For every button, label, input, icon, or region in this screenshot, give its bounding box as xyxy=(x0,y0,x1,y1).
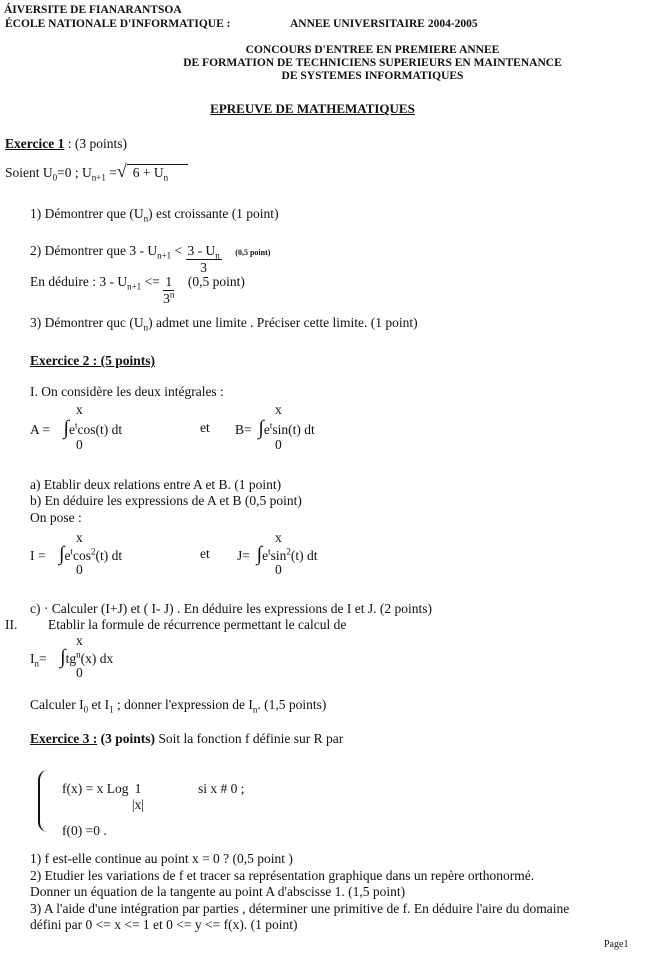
ex2-question-a: a) Etablir deux relations entre A et B. (1 point) xyxy=(30,477,282,492)
integral-lower-bound: 0 xyxy=(275,562,282,577)
integral-A: A = $\int e^t\cos(t)$ dt xyxy=(30,417,123,439)
integral-lower-bound: 0 xyxy=(76,665,83,680)
fraction: 1 |x| xyxy=(131,781,145,812)
sqrt-radicand: $6 + U_n$ xyxy=(127,164,188,180)
ex3-question-1: 1) f est-elle continue au point x = 0 ? (0,5 point ) xyxy=(30,851,293,866)
exercise-1-points: : (3 points) xyxy=(64,136,127,151)
integral-upper-bound: x xyxy=(275,530,282,545)
def-text: Soient U xyxy=(5,165,53,180)
ex1-deduction: En déduire : $3 - U_{n+1}$ <= $\frac{1}{3^n}$ (0,5 point) xyxy=(30,274,245,306)
ex3-question-3b: défini par 0 <= x <= 1 et 0 <= y <= f(x). (1 point) xyxy=(30,917,298,932)
ex1-question-2: 2) Démontrer que $3 - U_{n+1}$ < $\frac{3 - U_n}{3}$ (0,5 point) xyxy=(30,243,271,275)
integral-I: I = $\int e^t\cos^2(t)$ dt xyxy=(30,543,123,565)
ex1-question-1: 1) Démontrer que $(U_n)$ est croissante (1 point) xyxy=(30,206,279,224)
university-name: ÁIVERSITE DE FIANARANTSOA xyxy=(4,4,182,16)
ex2-part-II-label: II. xyxy=(5,617,18,632)
ex2-part-II-text: Etablir la formule de récurrence permettant le calcul de xyxy=(48,617,347,632)
ex3-question-2b: Donner un équation de la tangente au point A d'abscisse 1. (1,5 point) xyxy=(30,884,406,899)
school-name: ÉCOLE NATIONALE D'INFORMATIQUE : xyxy=(5,18,231,30)
page-number: Page1 xyxy=(604,939,629,950)
exercise-2-heading: Exercice 2 : (5 points) xyxy=(30,353,155,368)
integral-upper-bound: x xyxy=(76,530,83,545)
function-definition: f(x) = x Log 1 |x| xyxy=(62,781,145,812)
ex3-question-3: 3) A l'aide d'une intégration par parties , déterminer une primitive de f. En déduire l'aire du domaine xyxy=(30,901,570,916)
integral-B: $B= \int e^t\sin(t)$ dt xyxy=(235,417,315,439)
brace xyxy=(38,770,52,832)
conjunction-et: et xyxy=(200,420,210,435)
integral-upper-bound: x xyxy=(76,633,83,648)
academic-year: ANNEE UNIVERSITAIRE 2004-2005 xyxy=(290,18,478,30)
exercise-3-heading: Exercice 3 : (3 points) Soit la fonction f définie sur R par xyxy=(30,731,344,746)
ex1-question-3: 3) Démontrer quc $(U_n)$ admet une limite . Préciser cette limite. (1 point) xyxy=(30,315,418,333)
exam-title: EPREUVE DE MATHEMATIQUES xyxy=(210,101,415,116)
integral-upper-bound: x xyxy=(76,402,83,417)
function-at-zero: f(0) =0 . xyxy=(62,823,107,838)
ex2-on-pose: On pose : xyxy=(30,510,82,525)
exercise-1-title: Exercice 1 xyxy=(5,136,65,151)
contest-line-1: CONCOURS D'ENTREE EN PREMIERE ANNEE xyxy=(245,44,500,56)
integral-J: $J= \int e^t\sin^2(t)$ dt xyxy=(237,543,318,565)
ex2-intro: I. On considère les deux intégrales : xyxy=(30,384,224,399)
contest-line-3: DE SYSTEMES INFORMATIQUES xyxy=(281,70,464,82)
integral-In: $I_n=$ $\int tg^n(x)$ dx xyxy=(30,646,114,669)
fraction: $\frac{1}{3^n}$ xyxy=(163,274,175,306)
integral-upper-bound: x xyxy=(275,402,282,417)
ex2-question-b: b) En déduire les expressions de A et B (0,5 point) xyxy=(30,493,302,508)
conjunction-et: et xyxy=(200,546,210,561)
ex3-question-2: 2) Etudier les variations de f et tracer sa représentation graphique dans un repère orthonormé. xyxy=(30,868,535,883)
sequence-definition: Soient $U_0=0$ ; $U_{n+1}$ =√ $6 + U_n$ xyxy=(5,163,188,181)
function-condition: si x # 0 ; xyxy=(198,781,245,796)
fraction: $\frac{3 - U_n}{3}$ xyxy=(187,243,220,275)
exercise-1-heading xyxy=(5,136,127,152)
def-text-2: =0 ; U xyxy=(57,165,92,180)
contest-line-2: DE FORMATION DE TECHNICIENS SUPERIEURS EN MAINTENANCE xyxy=(183,57,562,69)
integral-lower-bound: 0 xyxy=(275,437,282,452)
integral-lower-bound: 0 xyxy=(76,562,83,577)
ex2-calculate: Calculer $I_0$ et $I_1$ ; donner l'expression de $I_n$. (1,5 points) xyxy=(30,697,327,715)
integral-lower-bound: 0 xyxy=(76,437,83,452)
ex2-question-c: c) · Calculer (I+J) et ( I- J) . En déduire les expressions de I et J. (2 points) xyxy=(30,601,432,616)
